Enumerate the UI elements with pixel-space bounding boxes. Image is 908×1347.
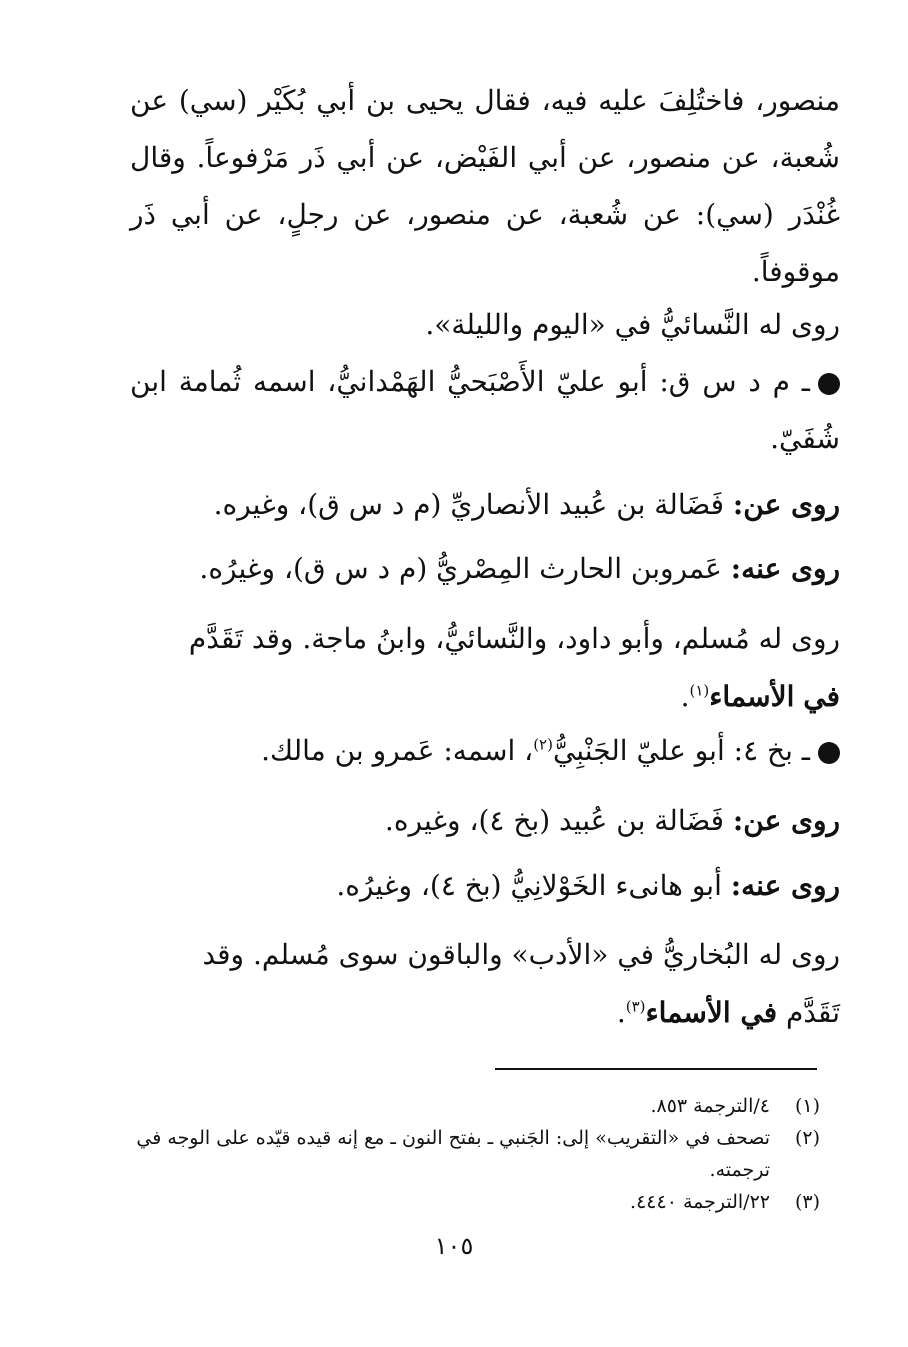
footnote-number: (٢) xyxy=(794,1127,820,1149)
entry1-note-text: روى له مُسلم، وأبو داود، والنَّسائيُّ، وابنُ ماجة. وقد تَقَدَّم xyxy=(188,622,840,655)
footnotes xyxy=(110,1090,820,1218)
narrated-from-label: روى عن: xyxy=(732,804,840,837)
narrated-from-text: فَضَالة بن عُبيد (بخ ٤)، وغيره. xyxy=(384,804,725,837)
bullet-icon xyxy=(818,742,840,764)
footnote-text: ٢٢/الترجمة ٤٤٤٠. xyxy=(630,1191,770,1213)
entry-abu-ali-janbi xyxy=(130,722,908,779)
paragraph-continuation: منصور، فاختُلِفَ عليه فيه، فقال يحيى بن أبي بُكَيْر (سي) عن شُعبة، عن منصور، عن أبي الفَيْض، عن أبي ذَر مَرْفوعاً. وقال غُنْدَر (سي): عن شُعبة، عن منصور، عن رجلٍ، عن أبي ذَر موقوفاً. xyxy=(130,84,840,288)
entry2-heading-text-b: ، اسمه: عَمرو بن مالك. xyxy=(261,734,534,767)
narrated-from-label: روى عن: xyxy=(732,488,840,521)
footnote-number: (١) xyxy=(794,1095,820,1117)
footnote-2 xyxy=(110,1122,820,1186)
page-number: ١٠٥ xyxy=(434,1232,474,1260)
footnote-3 xyxy=(110,1186,820,1218)
main-text xyxy=(130,72,840,300)
narrated-by-text: عَمروبن الحارث المِصْريُّ (م د س ق)، وغيرُه. xyxy=(199,552,722,585)
footnote-ref-2[interactable]: (٢) xyxy=(533,735,553,754)
footnote-number: (٣) xyxy=(794,1191,820,1213)
footnote-text: تصحف في «التقريب» إلى: الجَنبي ـ بفتح النون ـ مع إنه قيده قيّده على الوجه في ترجمته. xyxy=(136,1127,770,1181)
entry2-note xyxy=(130,926,890,983)
paragraph-nasai: روى له النَّسائيُّ في «اليوم والليلة». xyxy=(425,308,840,341)
entry2-narrated-by xyxy=(130,857,908,914)
entry2-narrated-from xyxy=(130,792,908,849)
entry-heading-text: ـ م د س ق: أبو عليّ الأَصْبَحيُّ الهَمْدانيُّ، اسمه ثُمامة ابن شُفَيّ. xyxy=(130,365,840,455)
entry-abu-ali-asbahi xyxy=(130,353,890,467)
entry2-note-text: روى له البُخاريُّ في «الأدب» والباقون سوى مُسلم. وقد xyxy=(202,938,840,971)
entry-heading xyxy=(130,353,840,467)
entry1-narrated-from xyxy=(130,476,890,533)
entry2-note-asma: في الأسماء xyxy=(645,996,778,1029)
entry1-note-asma: الأسماء xyxy=(709,680,795,713)
entry2-note-taqaddam: تَقَدَّم xyxy=(786,996,840,1029)
footnote-text: ٤/الترجمة ٨٥٣. xyxy=(650,1095,770,1117)
entry1-narrated-by xyxy=(130,540,890,597)
footnote-ref-1[interactable]: (١) xyxy=(689,681,710,700)
bullet-icon xyxy=(818,373,840,395)
narrated-by-label: روى عنه: xyxy=(730,869,840,902)
narrated-from-text: فَضَالة بن عُبيد الأنصاريِّ (م د س ق)، وغيره. xyxy=(213,488,725,521)
footnote-ref-3[interactable]: (٣) xyxy=(625,997,646,1016)
entry2-heading-text-a: ـ بخ ٤: أبو عليّ الجَنْبِيُّ xyxy=(552,734,810,767)
narrated-by-label: روى عنه: xyxy=(730,552,840,585)
narrated-by-text: أبو هانىء الخَوْلانِيُّ (بخ ٤)، وغيرُه. xyxy=(336,869,722,902)
entry1-note-end: في الأسماء$^{(١)}$. xyxy=(680,680,840,713)
narration-note-nasai xyxy=(130,296,890,353)
entry1-note-fi: في xyxy=(803,680,840,713)
footnote-divider xyxy=(495,1068,817,1070)
footnote-1 xyxy=(110,1090,820,1122)
entry1-note xyxy=(130,610,890,667)
entry2-note-end: تَقَدَّم في الأسماء$^{(٣)}$. xyxy=(616,996,840,1029)
